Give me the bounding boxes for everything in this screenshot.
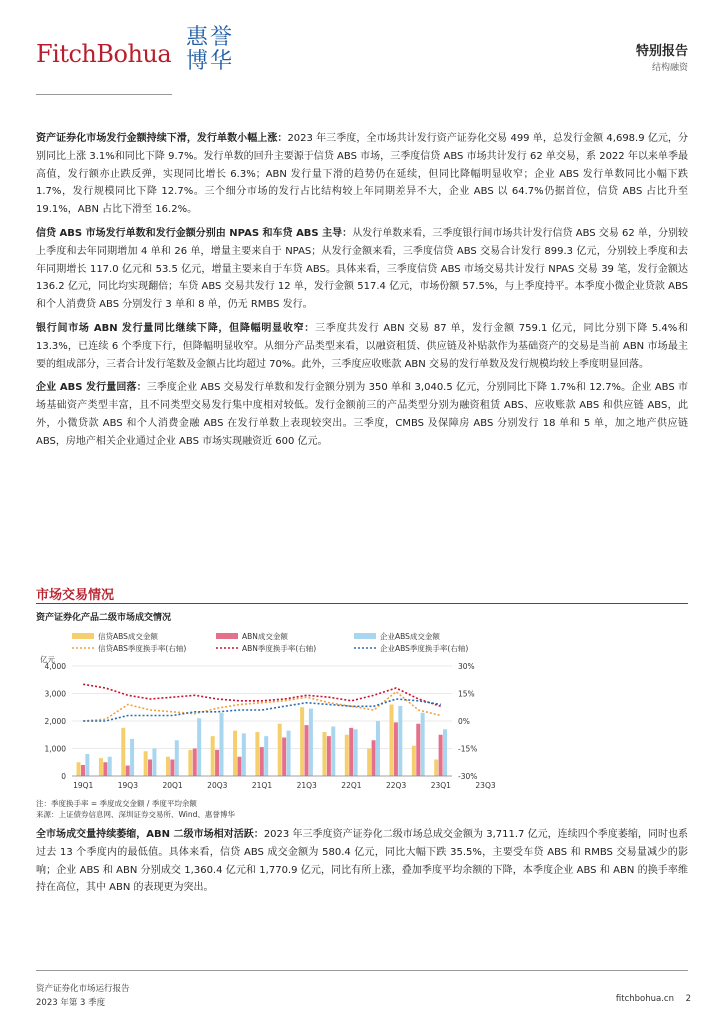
- bar: [443, 729, 447, 776]
- page-number: 2: [685, 994, 691, 1004]
- x-tick-label: 19Q1: [73, 781, 94, 790]
- bar: [416, 724, 420, 776]
- series-line: [83, 692, 441, 721]
- y2-tick-label: 15%: [458, 689, 475, 699]
- bar: [219, 713, 223, 776]
- x-tick-label: 22Q3: [386, 781, 407, 790]
- bar: [287, 731, 291, 776]
- y2-tick-label: -15%: [458, 744, 478, 754]
- chart-source: 来源：上证债券信息网、深圳证券交易所、Wind、惠誉博华: [36, 810, 235, 819]
- header-rule: [36, 94, 172, 95]
- legend-swatch: [354, 633, 376, 639]
- bar: [170, 760, 174, 777]
- chart-title: 资产证券化产品二级市场成交情况: [36, 613, 172, 623]
- bar: [144, 751, 148, 776]
- bar: [237, 757, 241, 776]
- chart: [36, 608, 496, 824]
- bar: [439, 735, 443, 776]
- bar: [197, 718, 201, 776]
- bar: [264, 736, 268, 776]
- paragraph: [36, 130, 688, 219]
- bar: [188, 750, 192, 776]
- bar: [130, 739, 134, 776]
- bar: [242, 733, 246, 776]
- bar: [434, 760, 438, 777]
- bar: [282, 738, 286, 777]
- bar: [300, 707, 304, 776]
- paragraph-lead: 信贷 ABS 市场发行单数和发行金额分别由 NPAS 和车贷 ABS 主导：: [36, 227, 353, 239]
- paragraph-body: 从发行单数来看，三季度银行间市场共计发行信贷 ABS 交易 62 单，分别较上季度和去年同期增加 4 单和 26 单，增量主要来自于 NPAS；从发行金额来看，三季度信贷 ABS 交易合计发行 899.3 亿元，分别较上季度和去年同期增长 117.0 亿元和 53.5 亿元，增量主要来自于车贷 ABS。具体来看，三季度信贷 ABS 市场交易共计发行 NPAS 交易 39 笔，发行金额达 136.2 亿元，同比均实现翻倍；车贷 ABS 交易共发行 12 单，发行金额 517.4 亿元，市场份额 57.5%，与上季度持平。本季度小微企业贷款 ABS 和个人消费贷 ABS 分别发行 3 单和 8 单，仍无 RMBS 发行。: [36, 227, 688, 311]
- bar: [108, 757, 112, 776]
- bar: [309, 709, 313, 776]
- bar: [354, 729, 358, 776]
- paragraph: [36, 225, 688, 314]
- bar: [278, 724, 282, 776]
- x-tick-label: 22Q1: [341, 781, 362, 790]
- bar: [152, 749, 156, 777]
- bar: [81, 765, 85, 776]
- paragraph: [36, 826, 688, 897]
- chart-note: 注：季度换手率 = 季度成交金额 / 季度平均余额: [36, 799, 197, 808]
- section-rule: [36, 603, 688, 604]
- paragraph: [36, 379, 688, 450]
- y-axis-label: 亿元: [40, 655, 55, 664]
- report-type: 特别报告: [635, 44, 688, 59]
- legend-label: 企业ABS季度换手率(右轴): [380, 644, 469, 653]
- bar: [255, 732, 259, 776]
- bar: [99, 758, 103, 776]
- paragraph-lead: 资产证券化市场发行金额持续下滑，发行单数小幅上涨：: [36, 133, 288, 144]
- report-category: 结构融资: [651, 63, 688, 73]
- legend-label: 企业ABS成交金额: [380, 632, 440, 641]
- bar: [390, 705, 394, 777]
- y-tick-label: 1,000: [44, 744, 66, 754]
- chart-svg: [36, 608, 496, 824]
- bar: [193, 749, 197, 777]
- paragraph-body: 三季度企业 ABS 交易发行单数和发行金额分别为 350 单和 3,040.5 亿元，分别同比下降 1.7%和 12.7%。企业 ABS 市场基础资产类型丰富，且不同类型交易发行集中度相对较低。发行金额前三的产品类型分别为融资租赁 ABS、应收账款 ABS 和供应链 ABS，此外，小微贷款 ABS 和个人消费金融 ABS 在发行单数上表现较突出。三季度，CMBS 及保障房 ABS 分别发行 18 单和 5 单，加之地产供应链 ABS，房地产相关企业通过企业 ABS 市场实现融资近 600 亿元。: [36, 382, 688, 447]
- bar: [148, 760, 152, 777]
- bar: [211, 736, 215, 776]
- bar: [421, 713, 425, 776]
- bar: [331, 727, 335, 777]
- paragraph-body: 2023 年三季度资产证券化二级市场总成交金额为 3,711.7 亿元，连续四个季度萎缩，同时也系过去 13 个季度内的最低值。具体来看，信贷 ABS 成交金额为 580.4 亿元，同比大幅下跌 35.5%，主要受车贷 ABS 和 RMBS 交易量减少的影响；企业 ABS 和 ABN 分别成交 1,360.4 亿元和 1,770.9 亿元，同比有所上涨，叠加季度平均余额的下降，本季度企业 ABS 和 ABN 的换手率维持在高位，其中 ABN 的表现更为突出。: [36, 829, 689, 894]
- logo-latin: FitchBohua: [36, 40, 172, 68]
- paragraph-body: 三季度共发行 ABN 交易 87 单，发行金额 759.1 亿元，同比分别下降 5.4%和 13.3%，已连续 6 个季度下行，但降幅明显收窄。从细分产品类型来看，以融资租赁、供应链及补贴款作为基础资产的交易是当前 ABN 市场最主要的组成部分，三者合计发行笔数及金额占比均超过 70%。此外，三季度应收账款 ABN 交易的发行单数及发行规模均较上季度明显回落。: [36, 322, 688, 370]
- footer-website[interactable]: fitchbohua.cn: [615, 994, 674, 1004]
- bar: [121, 728, 125, 776]
- paragraph-lead: 全市场成交量持续萎缩，ABN 二级市场相对活跃：: [36, 829, 264, 840]
- paragraph-body: 2023 年三季度，全市场共计发行资产证券化交易 499 单，总发行金额 4,698.9 亿元，分别同比上涨 3.1%和同比下降 9.7%。发行单数的回升主要源于信贷 ABS 市场，三季度信贷 ABS 市场共计发行 62 单交易，系 2022 年以来单季最高值，发行额亦止跌反弹，实现同比增长 6.3%；ABN 发行量下滑的趋势仍在延续，但同比降幅明显收窄；企业 ABS 发行单数同比小幅下跌 1.7%，发行规模同比下降 12.7%。三个细分市场的发行占比结构较上年同期差异不大，企业 ABS 以 64.7%仍据首位，信贷 ABS 占比升至 19.1%，ABN 占比下滑至 16.2%。: [36, 133, 688, 216]
- bar: [345, 735, 349, 776]
- bar: [85, 754, 89, 776]
- bar: [412, 746, 416, 776]
- paragraph-lead: 银行间市场 ABN 发行量同比继续下降，但降幅明显收窄：: [36, 322, 316, 334]
- y2-tick-label: 30%: [458, 662, 475, 671]
- y2-tick-label: -30%: [458, 772, 478, 781]
- bar: [349, 728, 353, 776]
- bar: [233, 731, 237, 776]
- y-tick-label: 2,000: [44, 717, 66, 726]
- bar: [327, 736, 331, 776]
- bar: [367, 749, 371, 777]
- bar: [322, 732, 326, 776]
- bar: [376, 721, 380, 776]
- y2-tick-label: 0%: [458, 717, 470, 726]
- legend-swatch: [216, 633, 238, 639]
- x-tick-label: 23Q3: [475, 781, 496, 790]
- x-tick-label: 23Q1: [430, 781, 451, 790]
- bar: [103, 762, 107, 776]
- x-tick-label: 20Q1: [162, 781, 183, 790]
- legend-label: ABN季度换手率(右轴): [242, 644, 317, 653]
- bar: [372, 740, 376, 776]
- footer-report-name: 资产证券化市场运行报告: [36, 984, 130, 994]
- x-tick-label: 20Q3: [207, 781, 228, 790]
- logo-cn: 惠誉博华: [186, 25, 235, 74]
- legend-label: 信贷ABS季度换手率(右轴): [98, 644, 187, 653]
- bar: [77, 762, 81, 776]
- paragraph: [36, 320, 688, 373]
- bar: [166, 757, 170, 776]
- bar: [394, 722, 398, 776]
- footer-period: 2023 年第 3 季度: [36, 998, 106, 1008]
- y-tick-label: 3,000: [44, 689, 66, 699]
- legend-label: ABN成交金额: [242, 632, 288, 641]
- x-tick-label: 21Q3: [296, 781, 317, 790]
- y-tick-label: 0: [61, 772, 66, 781]
- x-tick-label: 19Q3: [117, 781, 138, 790]
- bar: [215, 750, 219, 776]
- bar: [175, 740, 179, 776]
- legend-swatch: [72, 633, 94, 639]
- bar: [398, 706, 402, 776]
- legend-label: 信贷ABS成交金额: [98, 632, 158, 641]
- bar: [305, 725, 309, 776]
- paragraph-lead: 企业 ABS 发行量回落：: [36, 382, 147, 394]
- bar: [260, 747, 264, 776]
- x-tick-label: 21Q1: [251, 781, 273, 790]
- bar: [126, 766, 130, 776]
- body-text: [36, 130, 688, 457]
- body-text-after-chart: [36, 826, 688, 903]
- section-title: 市场交易情况: [36, 588, 115, 603]
- footer-rule: [36, 970, 688, 971]
- y-tick-label: 4,000: [44, 662, 66, 671]
